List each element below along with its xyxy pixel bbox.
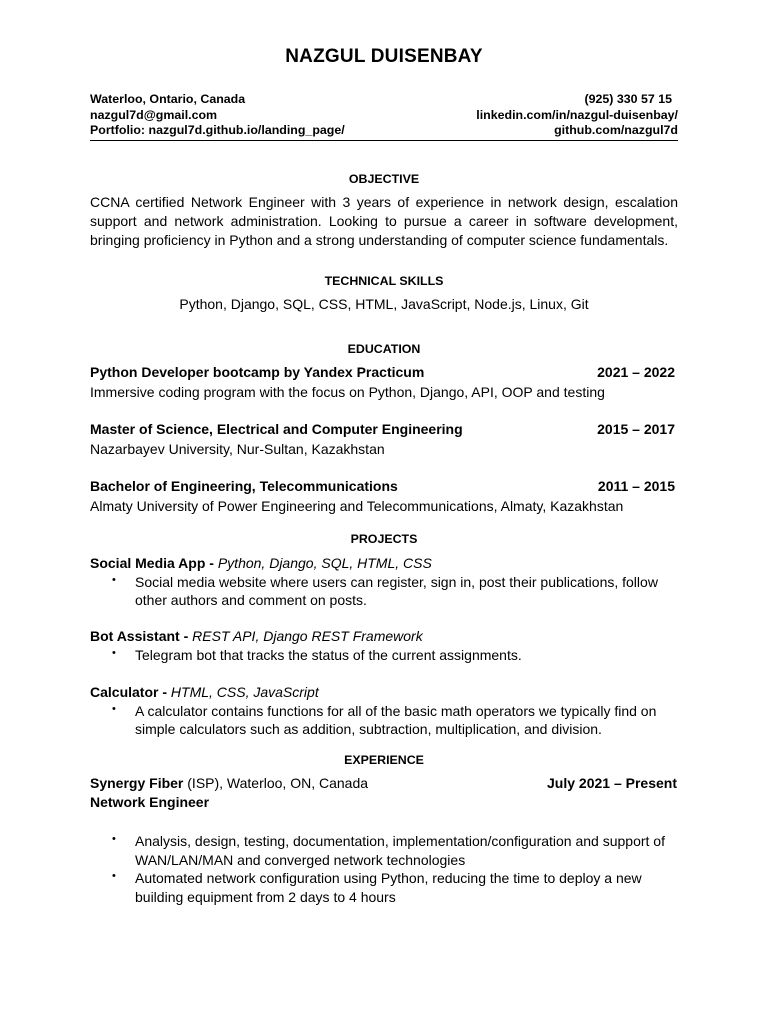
project-name: Social Media App - bbox=[90, 555, 214, 571]
experience-bullets-block bbox=[90, 832, 678, 906]
project-bullets bbox=[90, 646, 678, 665]
education-heading: EDUCATION bbox=[347, 342, 421, 356]
skills-text: Python, Django, SQL, CSS, HTML, JavaScript, Node.js, Linux, Git bbox=[179, 296, 589, 312]
projects-heading: PROJECTS bbox=[350, 532, 418, 546]
employment-dates: July 2021 – Present bbox=[547, 775, 677, 791]
education-item bbox=[90, 477, 678, 516]
education-item-header bbox=[90, 363, 678, 383]
phone-text: (925) 330 57 15 bbox=[584, 92, 672, 106]
experience-bullets bbox=[90, 832, 678, 906]
employer bbox=[90, 774, 368, 793]
project-item bbox=[90, 683, 678, 739]
project-title bbox=[90, 627, 678, 646]
linkedin-link[interactable]: linkedin.com/in/nazgul-duisenbay/ bbox=[476, 107, 678, 122]
company-details: (ISP), Waterloo, ON, Canada bbox=[183, 775, 369, 791]
portfolio-link[interactable]: Portfolio: nazgul7d.github.io/landing_page/ bbox=[90, 123, 345, 137]
education-item-header bbox=[90, 420, 678, 440]
list-item bbox=[90, 702, 678, 739]
education-item bbox=[90, 420, 678, 459]
degree-detail: Almaty University of Power Engineering and Telecommunications, Almaty, Kazakhstan bbox=[90, 497, 624, 514]
location-text: Waterloo, Ontario, Canada bbox=[90, 92, 246, 106]
list-item bbox=[90, 869, 678, 906]
degree-title: Python Developer bootcamp by Yandex Practicum bbox=[90, 364, 425, 380]
degree-years: 2011 – 2015 bbox=[597, 478, 675, 494]
project-item bbox=[90, 554, 678, 610]
bullet-text: A calculator contains functions for all of the basic math operators we typically find on simple calculators such as addition, subtraction, multiplication, and division. bbox=[135, 702, 657, 737]
bullet-text: Automated network configuration using Python, reducing the time to deploy a new building equipment from 2 days to 4 hours bbox=[135, 870, 642, 905]
bullet-icon: • bbox=[112, 573, 116, 586]
project-item bbox=[90, 627, 678, 664]
project-name: Bot Assistant - bbox=[90, 628, 189, 644]
project-bullets bbox=[90, 573, 678, 610]
company-name: Synergy Fiber bbox=[90, 775, 184, 791]
project-tech: HTML, CSS, JavaScript bbox=[170, 684, 319, 700]
list-item bbox=[90, 646, 678, 665]
github-link[interactable]: github.com/nazgul7d bbox=[554, 123, 678, 137]
bullet-text: Social media website where users can register, sign in, post their publications, follow other authors and comment on posts. bbox=[135, 573, 658, 608]
contact-row-2 bbox=[90, 108, 678, 124]
degree-detail: Immersive coding program with the focus on Python, Django, API, OOP and testing bbox=[90, 383, 605, 400]
degree-years: 2015 – 2017 bbox=[597, 421, 675, 437]
project-title bbox=[90, 554, 678, 573]
experience-item bbox=[90, 774, 678, 812]
list-item bbox=[90, 573, 678, 610]
project-tech: Python, Django, SQL, HTML, CSS bbox=[217, 555, 432, 571]
degree-detail: Nazarbayev University, Nur-Sultan, Kazakhstan bbox=[90, 440, 385, 457]
project-title bbox=[90, 683, 678, 702]
experience-item-header bbox=[90, 774, 678, 793]
objective-heading: OBJECTIVE bbox=[348, 172, 420, 186]
contact-row-1 bbox=[90, 92, 678, 108]
email-link[interactable]: nazgul7d@gmail.com bbox=[90, 107, 218, 122]
education-item-header bbox=[90, 477, 678, 497]
job-role: Network Engineer bbox=[90, 794, 210, 810]
objective-text: CCNA certified Network Engineer with 3 years of experience in network design, escalation support and network administration. Looking to pursue a career in software development, bringing proficiency in Python and a strong understanding of computer science fundamentals. bbox=[90, 194, 678, 248]
skills-heading: TECHNICAL SKILLS bbox=[324, 274, 444, 288]
education-item bbox=[90, 363, 678, 402]
degree-years: 2021 – 2022 bbox=[597, 364, 675, 380]
project-tech: REST API, Django REST Framework bbox=[192, 628, 423, 644]
project-bullets bbox=[90, 702, 678, 739]
bullet-text: Telegram bot that tracks the status of the current assignments. bbox=[135, 646, 522, 663]
bullet-icon: • bbox=[112, 870, 116, 882]
candidate-name: NAZGUL DUISENBAY bbox=[285, 46, 483, 67]
contact-row-3 bbox=[90, 123, 678, 139]
list-item bbox=[90, 832, 678, 869]
experience-heading: EXPERIENCE bbox=[344, 753, 424, 767]
contact-block bbox=[90, 92, 678, 141]
degree-title: Master of Science, Electrical and Computer Engineering bbox=[90, 421, 463, 437]
bullet-icon: • bbox=[112, 702, 116, 715]
bullet-icon: • bbox=[112, 646, 116, 659]
project-name: Calculator - bbox=[90, 684, 168, 700]
bullet-icon: • bbox=[112, 833, 116, 845]
degree-title: Bachelor of Engineering, Telecommunications bbox=[90, 478, 398, 494]
bullet-text: Analysis, design, testing, documentation, implementation/configuration and support of WAN/LAN/MAN and converged network technologies bbox=[135, 833, 665, 868]
